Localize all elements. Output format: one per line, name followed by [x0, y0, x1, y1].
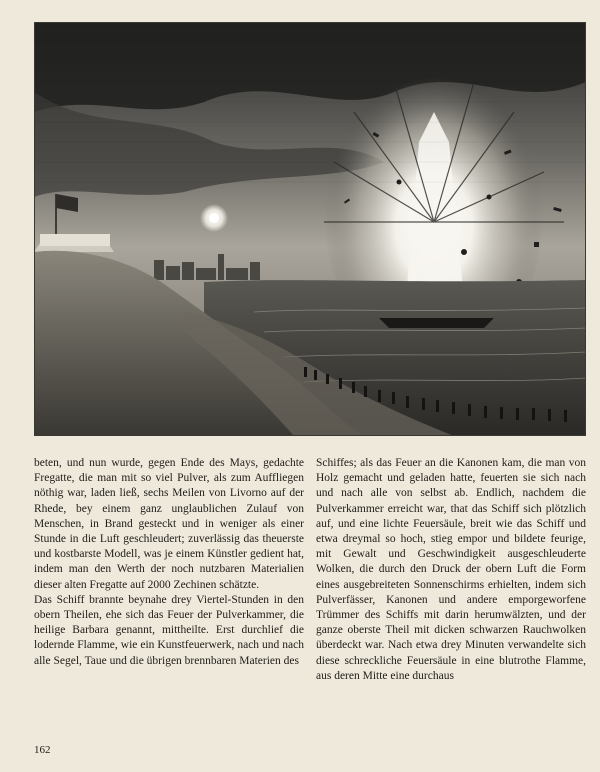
left-paragraph-1: beten, und nun wurde, gegen Ende des Mays, gedachte Fregatte, die man mit so viel Pulver, als zum Auffliegen nöthig war, laden ließ, sechs Meilen von Livorno auf der Rhede, bey einem ganz unglaublichen Zulauf von Menschen, in Brand gesteckt und in weniger als einer Stunde in die Luft geschleudert; zuverlässig das theuerste und kostbarste Modell, was je einem Künstler gedient hat, indem man den Werth der noch nutzbaren Materialien dieser alten Fregatte auf 2000 Zechinen schätzte.: [34, 457, 304, 591]
left-column: [34, 456, 304, 684]
page-number: 162: [34, 744, 51, 756]
right-paragraph-1: Schiffes; als das Feuer an die Kanonen kam, die man von Holz gemacht und geladen hatte, feuerten sie sich nach und nach alle von selbst ab. Endlich, nachdem die Pulverkammer erreicht war, that das Schiff sich plötzlich auf, und eine lichte Feuersäule, breit wie das Schiff und etwa dreymal so hoch, stieg empor und bildete feurige, mit Gewalt und Geschwindigkeit ausgeschleuderte Wolken, die durch den Druck der obern Luft die Form eines ausgebreiteten Sonnenschirms erhielten, indem sich Pulverfässer, Kanonen und andere emporgeworfene Trümmer des Schiffs mit darin herumwälzten, und der ganze oberste Theil mit dicken schwarzen Rauchwolken überdeckt war. Nach etwa drey Minuten verwandelte sich diese schreckliche Feuersäule in eine blutrothe Flamme, aus deren Mitte eine durchaus: [316, 457, 586, 682]
left-paragraph-2: Das Schiff brannte beynahe drey Viertel-Stunden in den obern Theilen, ehe sich das Feuer der Pulverkammer, die heilige Barbara genannt, mittheilte. Erst durchlief die lodernde Flamme, wie ein Kunstfeuerwerk, nach und nach alle Segel, Taue und die übrigen brennbaren Materien des: [34, 593, 304, 667]
text-columns: [34, 456, 586, 684]
ship-explosion-engraving-icon: [34, 22, 586, 436]
ship-explosion-engraving: [34, 22, 586, 436]
right-column: [316, 456, 586, 684]
